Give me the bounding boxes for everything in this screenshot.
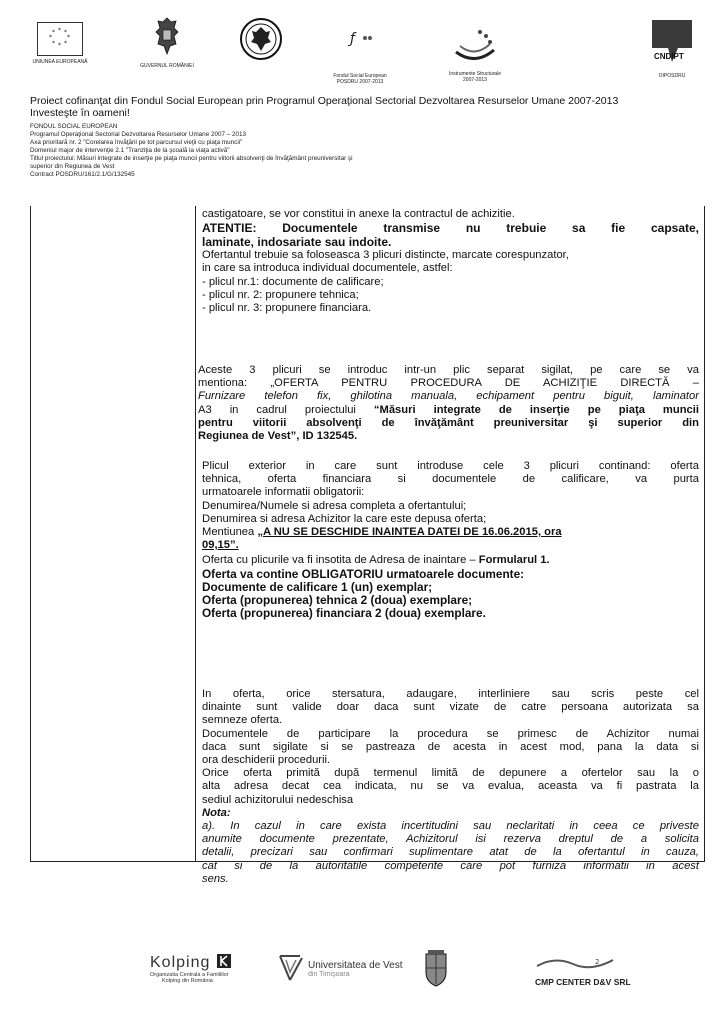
kolping-logo: [150, 954, 250, 984]
do-not-open-notice: 09,15”.: [202, 539, 239, 552]
envelope-info-section: [202, 460, 699, 620]
text-line: Aceste 3 plicuri se introduc intr-un plic separat sigilat, pe care se va: [198, 364, 699, 376]
text-fragment: Oferta cu plicurile va fi insotita de Adresa de inaintare –: [202, 554, 479, 567]
svg-text:*: *: [64, 40, 67, 47]
project-title-line: Regiunea de Vest”, ID 132545.: [198, 430, 358, 443]
is-caption-2: 2007-2013: [463, 77, 487, 83]
required-docs-line: Oferta (propunerea) tehnica 2 (doua) exemplare;: [202, 593, 473, 608]
svg-text:*: *: [67, 34, 70, 41]
text-fragment: A3 in cadrul proiectului: [198, 403, 374, 416]
attention-line: laminate, indosariate sau indoite.: [202, 235, 392, 250]
text-line: in care sa introduca individual documentele, astfel:: [202, 262, 453, 275]
svg-text:*: *: [58, 27, 61, 34]
is-caption-1: Instrumente Structurale: [449, 71, 501, 77]
form-reference: Formularul 1.: [478, 554, 550, 567]
svg-text:2: 2: [595, 958, 600, 966]
text-line: ora deschiderii procedurii.: [202, 754, 331, 767]
meta-line: FONDUL SOCIAL EUROPEAN: [30, 123, 118, 130]
kolping-sub2: Kolping din România: [162, 978, 213, 984]
gov-logo: [137, 16, 197, 69]
meta-line: Programul Operaţional Sectorial Dezvoltarea Resurselor Umane 2007 – 2013: [30, 131, 246, 138]
uvt-name: Universitatea de Vest: [308, 960, 403, 971]
eu-caption: UNIUNEA EUROPEANĂ: [32, 59, 88, 65]
uvt-city: din Timişoara: [308, 971, 350, 978]
list-item: - plicul nr.1: documente de calificare;: [202, 275, 384, 288]
required-docs-line: Oferta va contine OBLIGATORIU urmatoarele documente:: [202, 566, 525, 581]
svg-text:*: *: [49, 34, 52, 41]
svg-text:*: *: [52, 40, 55, 47]
note-line: cat si de la autoritatile competente care pot furniza informatii in acest: [202, 859, 699, 872]
oiposdru-logo: [640, 18, 704, 79]
note-line: detalii, precizari sau confirmari suplimentare atat de la ofertantul in cauza,: [202, 846, 699, 859]
gov-caption: GUVERNUL ROMÂNIEI: [140, 63, 194, 69]
text-line: Furnizare telefon fix, ghilotina manuala, echipament pentru biguit, laminator: [198, 390, 699, 403]
required-docs-line: Documente de calificare 1 (un) exemplar;: [202, 579, 433, 594]
cndipt-text: CNDIPT: [654, 52, 684, 61]
text-line: Documentele de participare la procedura se primesc de Achizitor numai: [202, 727, 699, 740]
text-line: Ofertantul trebuie sa foloseasca 3 plicuri distincte, marcate corespunzator,: [202, 249, 569, 262]
text-line: In oferta, orice stersatura, adaugare, interliniere sau scris peste cel: [202, 688, 699, 700]
text-fragment: Mentiunea: [202, 526, 258, 539]
text-line: [202, 554, 699, 567]
table-left-border: [30, 206, 31, 862]
text-line: [198, 404, 699, 417]
attention-line: ATENTIE: Documentele transmise nu trebuie sa fie capsate,: [202, 221, 699, 236]
invest-in-people-line: Investeşte în oameni!: [30, 107, 130, 119]
project-title-fragment: “Măsuri integrate de inserţie pe piaţa muncii: [373, 403, 699, 416]
project-title-line: pentru viitorii absolvenţi de învăţământ preuniversitar şi superior din: [198, 416, 699, 429]
county-crest-icon: [422, 950, 450, 988]
fse-logo: [325, 28, 395, 85]
note-line: sens.: [202, 872, 229, 885]
svg-text:*: *: [58, 42, 61, 49]
envelope-section: [198, 364, 699, 443]
text-line: urmatoarele informatii obligatorii:: [202, 486, 365, 499]
text-line: dinainte sunt valide doar daca sunt vizate de catre persoana autorizata sa: [202, 701, 699, 714]
cmp-graphic-icon: [535, 954, 615, 970]
romania-coat-of-arms-icon: [154, 16, 180, 56]
project-cofinance-line: Proiect cofinanţat din Fondul Social European prin Programul Operaţional Sectorial Dezvoltarea Resurselor Umane 2007-2013: [30, 95, 619, 107]
cmp-name: CMP CENTER D&V SRL: [535, 977, 631, 987]
fse-figures-icon: [340, 28, 380, 48]
uvt-emblem-icon: [278, 954, 304, 982]
text-line: mentiona: „OFERTA PENTRU PROCEDURA DE ACHIZIŢIE DIRECTĂ –: [198, 377, 699, 390]
table-right-border: [704, 206, 705, 862]
meta-line: Domeniul major de intervenţie 2.1 "Tranziţia de la şcoală la viaţa activă": [30, 147, 230, 154]
note-line: anumite documente prezentate, Achizitorul isi rezerva dreptul de a solicita: [202, 833, 699, 846]
text-line: Denumirea/Numele si adresa completa a ofertantului;: [202, 499, 467, 512]
text-line: daca sunt sigilate si se pastreaza de acesta in acest mod, pana la data si: [202, 740, 699, 753]
svg-text:ƒ: ƒ: [350, 31, 355, 47]
meta-line: superior din Regiunea de Vest: [30, 163, 115, 170]
required-docs-line: Oferta (propunerea) financiara 2 (doua) exemplare.: [202, 606, 486, 621]
note-line: a). In cazul in care exista incertitudini sau neclaritati in ceea ce priveste: [202, 820, 699, 833]
text-line: alta adresa decat cea indicata, nu se va evalua, aceasta va fi pastrata la: [202, 780, 699, 793]
meta-line: Titlul proiectului: Măsuri integrate de inserţie pe piaţa muncii pentru viitorii absolvenţi de învăţământ preuniversitar şi: [30, 155, 353, 162]
note-heading: Nota:: [202, 806, 231, 819]
meta-line: Contract POSDRU/161/2.1/G/132545: [30, 171, 135, 178]
fse-caption-2: POSDRU 2007-2013: [336, 79, 384, 85]
document-body: [202, 208, 699, 315]
meta-line: Axa prioritară nr. 2 "Corelarea învăţării pe tot parcursul vieţii cu piaţa muncii": [30, 139, 243, 146]
kolping-name: Kolping: [150, 954, 211, 971]
conditions-section: [202, 688, 699, 886]
do-not-open-notice: „A NU SE DESCHIDE INAINTEA DATEI DE 16.06.2015, ora: [257, 526, 562, 539]
text-line: Plicul exterior in care sunt introduse cele 3 plicuri continand: oferta: [202, 460, 699, 472]
instrumente-structurale-logo: [438, 22, 512, 83]
text-line: semneze oferta.: [202, 714, 283, 727]
text-line: Orice oferta primită după termenul limită de depunere a ofertelor sau la o: [202, 767, 699, 780]
text-line: Denumirea si adresa Achizitor la care este depusa oferta;: [202, 512, 487, 525]
eu-flag-icon: [37, 22, 83, 56]
county-crest: [422, 950, 462, 993]
text-line: [202, 526, 699, 539]
list-item: - plicul nr. 2: propunere tehnica;: [202, 288, 359, 301]
text-line: castigatoare, se vor constitui in anexe la contractul de achizitie.: [202, 208, 515, 220]
fse-caption-1: Fondul Social European: [333, 73, 387, 79]
oiposdru-caption: OIPOSDRU: [658, 73, 686, 79]
svg-text:*: *: [64, 29, 67, 36]
text-line: sediul achizitorului nedeschisa: [202, 793, 354, 806]
kolping-sub1: Organizatia Centrala a Familiilor: [150, 972, 229, 978]
kolping-k-icon: [217, 954, 231, 968]
ministry-seal: [238, 17, 284, 66]
instrumente-structurale-icon: [450, 22, 500, 66]
table-divider: [195, 206, 196, 862]
list-item: - plicul nr. 3: propunere financiara.: [202, 302, 372, 315]
eu-logo: [30, 22, 90, 65]
cmp-logo: [535, 954, 645, 987]
text-line: tehnica, oferta financiara si documentele de calificare, va purta: [202, 473, 699, 486]
svg-text:*: *: [52, 29, 55, 36]
ministry-seal-icon: [239, 17, 283, 61]
